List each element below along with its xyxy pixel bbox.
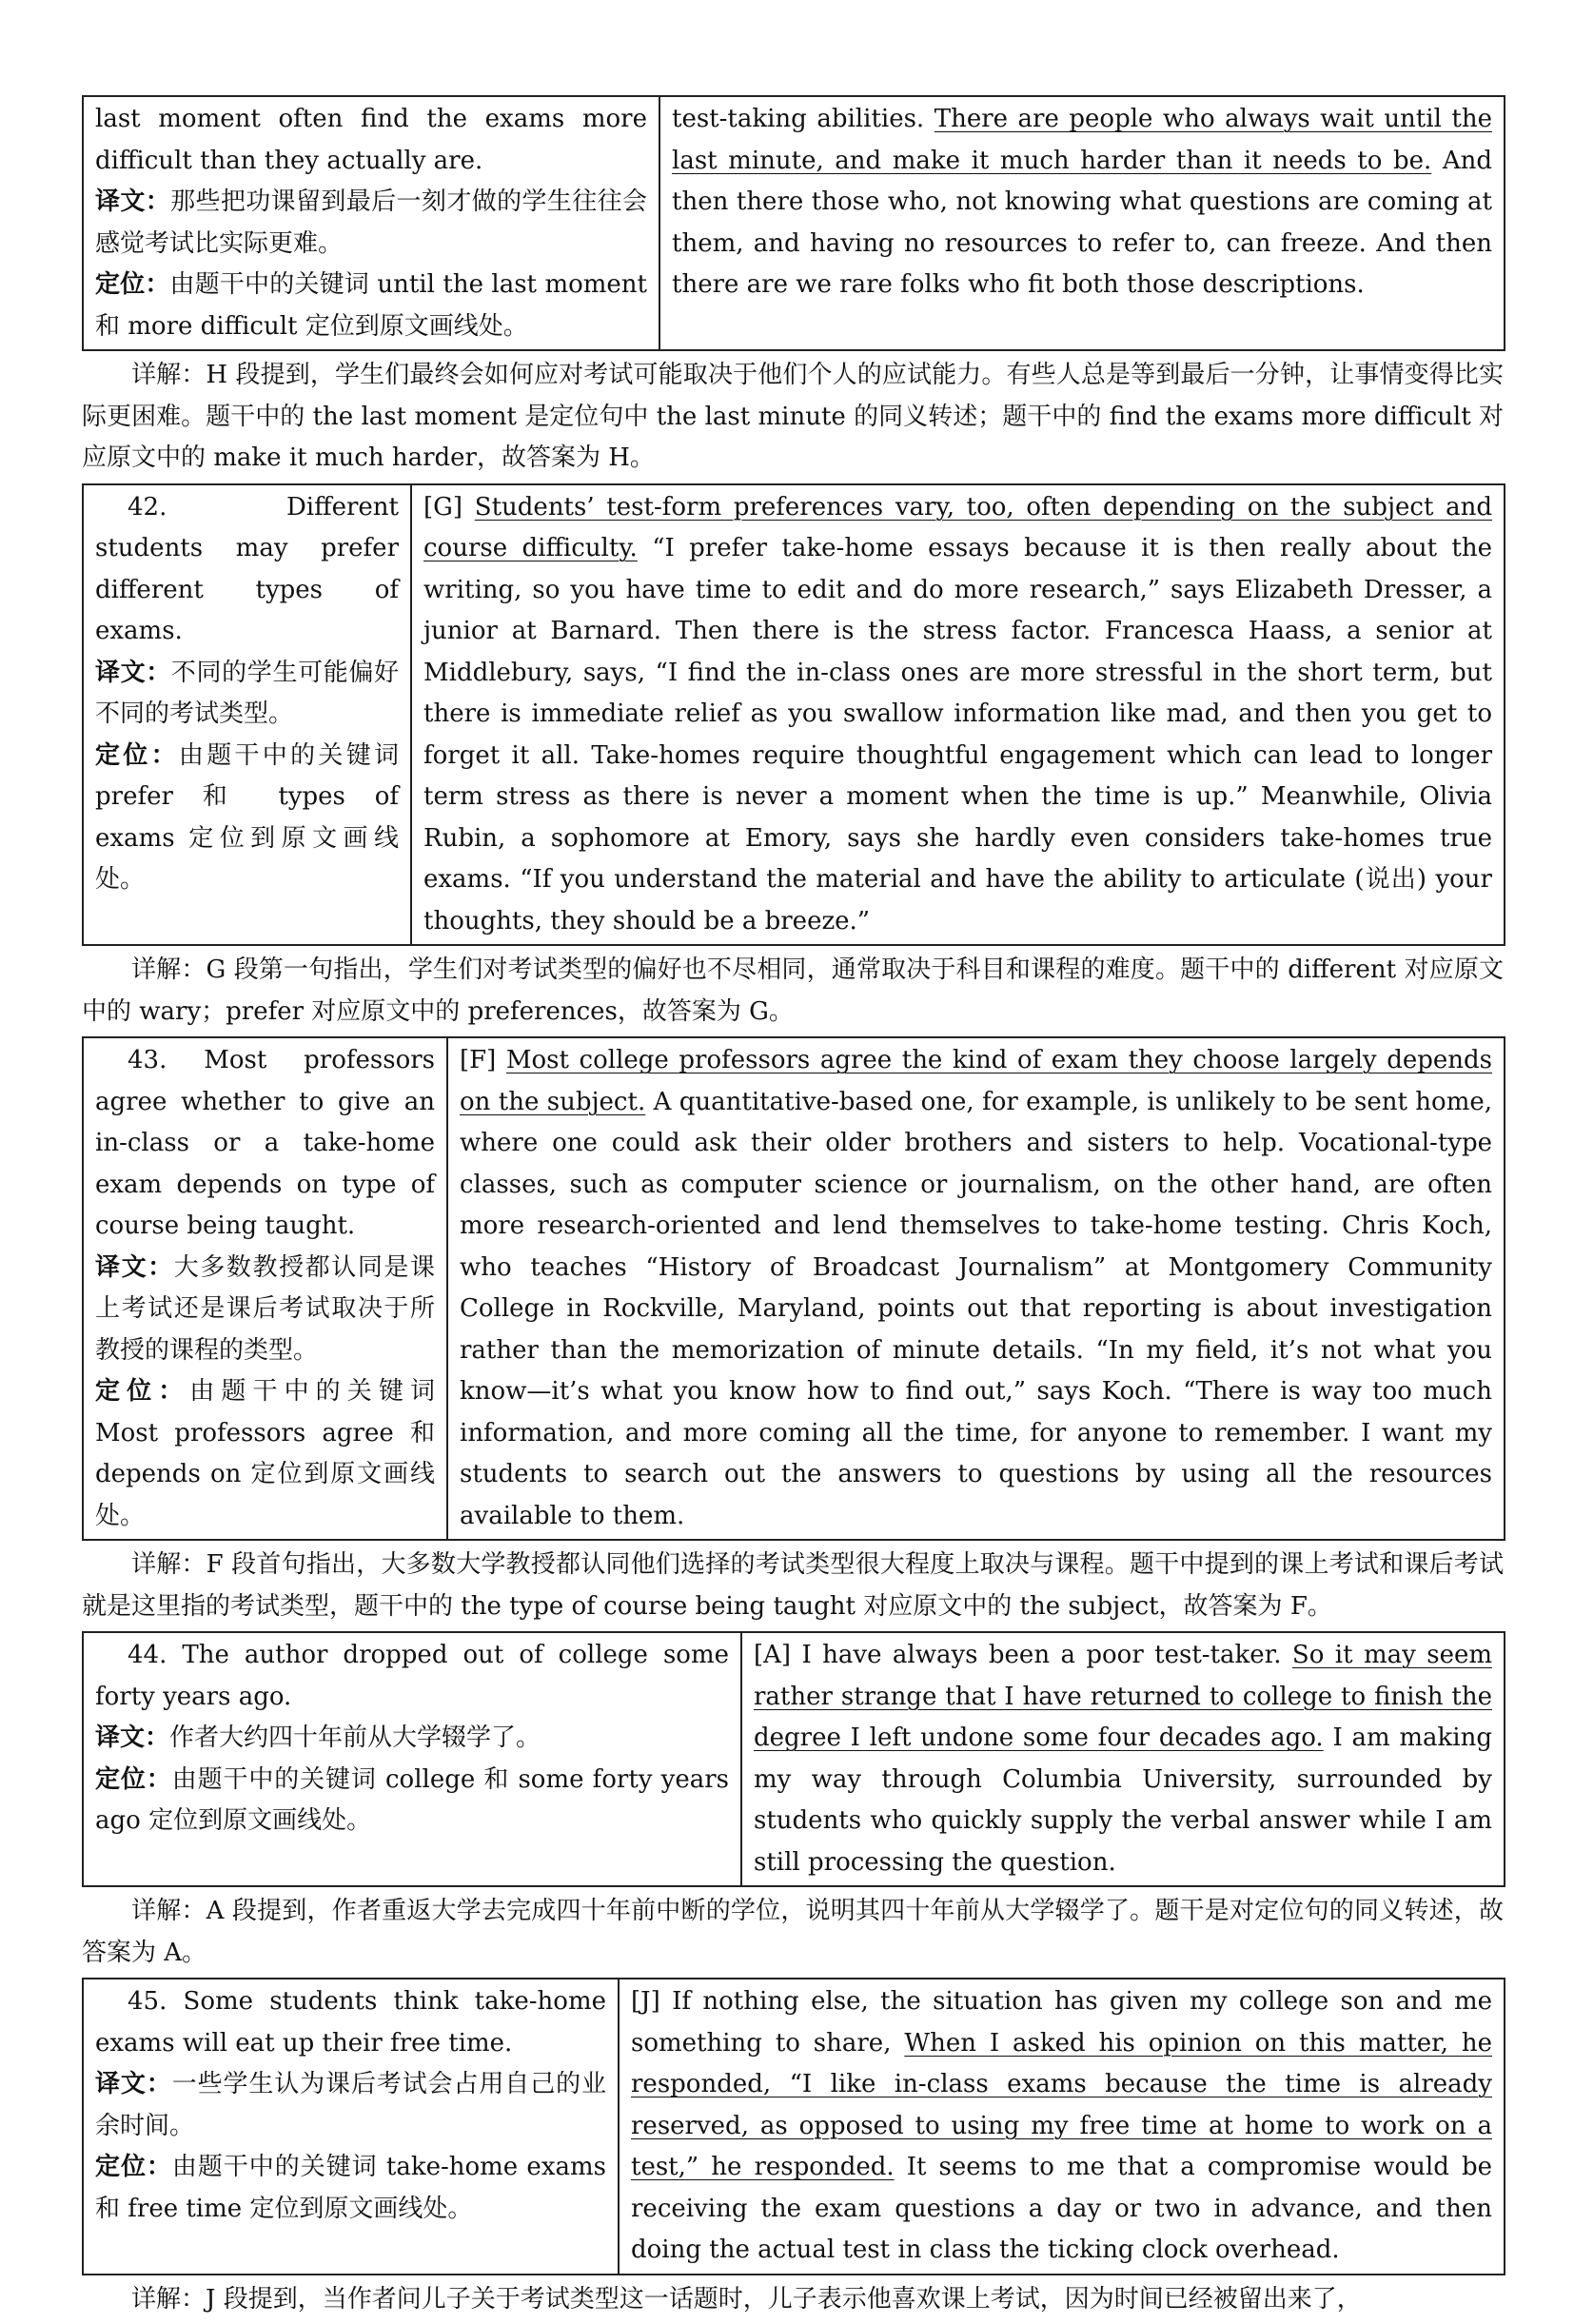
question-table-43 bbox=[82, 1036, 1505, 1541]
passage-post: “I prefer take-home essays because it is then really about the writing, so you have time to edit and do more research,” says Elizabeth Dresser, a junior at Barnard. Then there is the stress factor. Francesca Haass, a senior at Middlebury, says, “I find the in-class ones are more stressful in the short term, but there is immediate relief as you swallow information like mad, and then you get to forget it all. Take-homes require thoughtful engagement which can lead to longer term stress as there is never a moment when the time is up.” Meanwhile, Olivia Rubin, a sophomore at Emory, says she hardly even considers take-homes true exams. “If you understand the material and have the ability to articulate (说出) your thoughts, they should be a breeze.” bbox=[423, 534, 1492, 936]
translation-line bbox=[95, 1718, 729, 1760]
explanation-42: 详解：G 段第一句指出，学生们对考试类型的偏好也不尽相同，通常取决于科目和课程的难度。题干中的 different 对应原文中的 wary；prefer 对应原文中的 preferences，故答案为 G。 bbox=[82, 946, 1504, 1036]
question-text: last moment often find the exams more difficult than they actually are. bbox=[95, 99, 647, 182]
translation-line bbox=[95, 1248, 435, 1372]
passage-cell bbox=[741, 1632, 1505, 1886]
question-cell bbox=[83, 1979, 619, 2275]
passage-underlined: Students’ test-form preferences vary, too, often depending on the subject and course difficulty. bbox=[423, 493, 1492, 563]
passage-cell bbox=[411, 484, 1505, 946]
question-table-44 bbox=[82, 1631, 1505, 1887]
passage-underlined: Most college professors agree the kind of exam they choose largely depends on the subject. bbox=[460, 1046, 1492, 1116]
question-table-41 bbox=[82, 95, 1505, 351]
translation-label: 译文： bbox=[95, 2070, 172, 2098]
translation-text: 那些把功课留到最后一刻才做的学生往往会感觉考试比实际更难。 bbox=[95, 187, 647, 258]
location-label: 定位： bbox=[95, 270, 170, 299]
translation-line bbox=[95, 2064, 606, 2147]
passage-cell bbox=[447, 1037, 1505, 1540]
passage-underlined: There are people who always wait until the last minute, and make it much harder than it needs to be. bbox=[672, 105, 1492, 175]
passage-pre: [J] If nothing else, the situation has given my college son and me something to share, bbox=[631, 1987, 1492, 2058]
passage-cell bbox=[619, 1979, 1505, 2275]
translation-label: 译文： bbox=[95, 1253, 174, 1282]
location-line bbox=[95, 2147, 606, 2230]
location-label: 定位： bbox=[95, 1765, 172, 1794]
translation-line bbox=[95, 653, 399, 736]
question-text: 43. Most professors agree whether to give an in-class or a take-home exam depends on type of course being taught. bbox=[95, 1040, 435, 1248]
location-label: 定位： bbox=[95, 2153, 172, 2181]
passage-underlined: So it may seem rather strange that I have returned to college to finish the degree I left undone some four decades ago. bbox=[754, 1641, 1492, 1752]
explanation-45: 详解：J 段提到，当作者问儿子关于考试类型这一话题时，儿子表示他喜欢课上考试，因为时间已经被留出来了， bbox=[82, 2275, 1504, 2324]
translation-label: 译文： bbox=[95, 659, 171, 687]
passage-post: A quantitative-based one, for example, is unlikely to be sent home, where one could ask their older brothers and sisters to help. Vocational-type classes, such as computer science or journalism, on the other hand, are often more research-oriented and lend themselves to take-home testing. Chris Koch, who teaches “History of Broadcast Journalism” at Montgomery Community College in Rockville, Maryland, points out that reporting is about investigation rather than the memorization of minute details. “In my field, it’s not what you know—it’s what you know how to find out,” says Koch. “There is way too much information, and more coming all the time, for anyone to remember. I want my students to search out the answers to questions by using all the resources available to them. bbox=[460, 1088, 1492, 1530]
question-cell bbox=[83, 96, 659, 350]
passage-post: It seems to me that a compromise would be receiving the exam questions a day or two in advance, and then doing the actual test in class the ticking clock overhead. bbox=[631, 2153, 1492, 2264]
question-table-45 bbox=[82, 1978, 1505, 2275]
translation-text: 一些学生认为课后考试会占用自己的业余时间。 bbox=[95, 2070, 606, 2140]
question-table-42 bbox=[82, 483, 1505, 947]
location-text: 由题干中的关键词 until the last moment 和 more difficult 定位到原文画线处。 bbox=[95, 270, 647, 341]
translation-line bbox=[95, 182, 647, 265]
location-label: 定位： bbox=[95, 741, 179, 770]
document-page bbox=[82, 95, 1504, 2324]
location-text: 由题干中的关键词 prefer 和 types of exams 定位到原文画线处。 bbox=[95, 741, 399, 895]
passage-underlined: When I asked his opinion on this matter, he responded, “I like in-class exams because the time is already reserved, as opposed to using my free time at home to work on a test,” he responded. bbox=[631, 2029, 1492, 2182]
translation-text: 大多数教授都认同是课上考试还是课后考试取决于所教授的课程的类型。 bbox=[95, 1253, 435, 1365]
passage-pre: [F] bbox=[460, 1046, 506, 1074]
translation-text: 不同的学生可能偏好不同的考试类型。 bbox=[95, 659, 399, 729]
location-line bbox=[95, 1760, 729, 1842]
question-cell bbox=[83, 1037, 447, 1540]
translation-text: 作者大约四十年前从大学辍学了。 bbox=[169, 1723, 541, 1752]
location-text: 由题干中的关键词 college 和 some forty years ago 定位到原文画线处。 bbox=[95, 1765, 729, 1836]
location-line bbox=[95, 1371, 435, 1537]
location-text: 由题干中的关键词 Most professors agree 和 depends on 定位到原文画线处。 bbox=[95, 1377, 435, 1530]
question-text: 44. The author dropped out of college some forty years ago. bbox=[95, 1635, 729, 1718]
question-text: 45. Some students think take-home exams will eat up their free time. bbox=[95, 1981, 606, 2064]
passage-pre: [G] bbox=[423, 493, 475, 522]
explanation-44: 详解：A 段提到，作者重返大学去完成四十年前中断的学位，说明其四十年前从大学辍学了。题干是对定位句的同义转述，故答案为 A。 bbox=[82, 1887, 1504, 1978]
question-cell bbox=[83, 1632, 741, 1886]
location-line bbox=[95, 736, 399, 901]
passage-pre: test-taking abilities. bbox=[672, 105, 935, 133]
location-line bbox=[95, 265, 647, 347]
passage-post: I am making my way through Columbia University, surrounded by students who quickly supply the verbal answer while I am still processing the question. bbox=[754, 1723, 1492, 1877]
explanation-41: 详解：H 段提到，学生们最终会如何应对考试可能取决于他们个人的应试能力。有些人总是等到最后一分钟，让事情变得比实际更困难。题干中的 the last moment 是定位句中 the last minute 的同义转述；题干中的 find the exams more difficult 对应原文中的 make it much harder，故答案为 H。 bbox=[82, 351, 1504, 483]
translation-label: 译文： bbox=[95, 1723, 169, 1752]
translation-label: 译文： bbox=[95, 187, 170, 216]
location-label: 定位： bbox=[95, 1377, 189, 1406]
passage-cell bbox=[659, 96, 1505, 350]
location-text: 由题干中的关键词 take-home exams 和 free time 定位到原文画线处。 bbox=[95, 2153, 606, 2223]
passage-pre: [A] I have always been a poor test-taker. bbox=[754, 1641, 1292, 1669]
question-text: 42. Different students may prefer different types of exams. bbox=[95, 487, 399, 653]
explanation-43: 详解：F 段首句指出，大多数大学教授都认同他们选择的考试类型很大程度上取决与课程。题干中提到的课上考试和课后考试就是这里指的考试类型，题干中的 the type of course being taught 对应原文中的 the subject，故答案为 F。 bbox=[82, 1541, 1504, 1631]
passage-post: And then there those who, not knowing what questions are coming at them, and having no resources to refer to, can freeze. And then there are we rare folks who fit both those descriptions. bbox=[672, 147, 1492, 300]
question-cell bbox=[83, 484, 411, 946]
